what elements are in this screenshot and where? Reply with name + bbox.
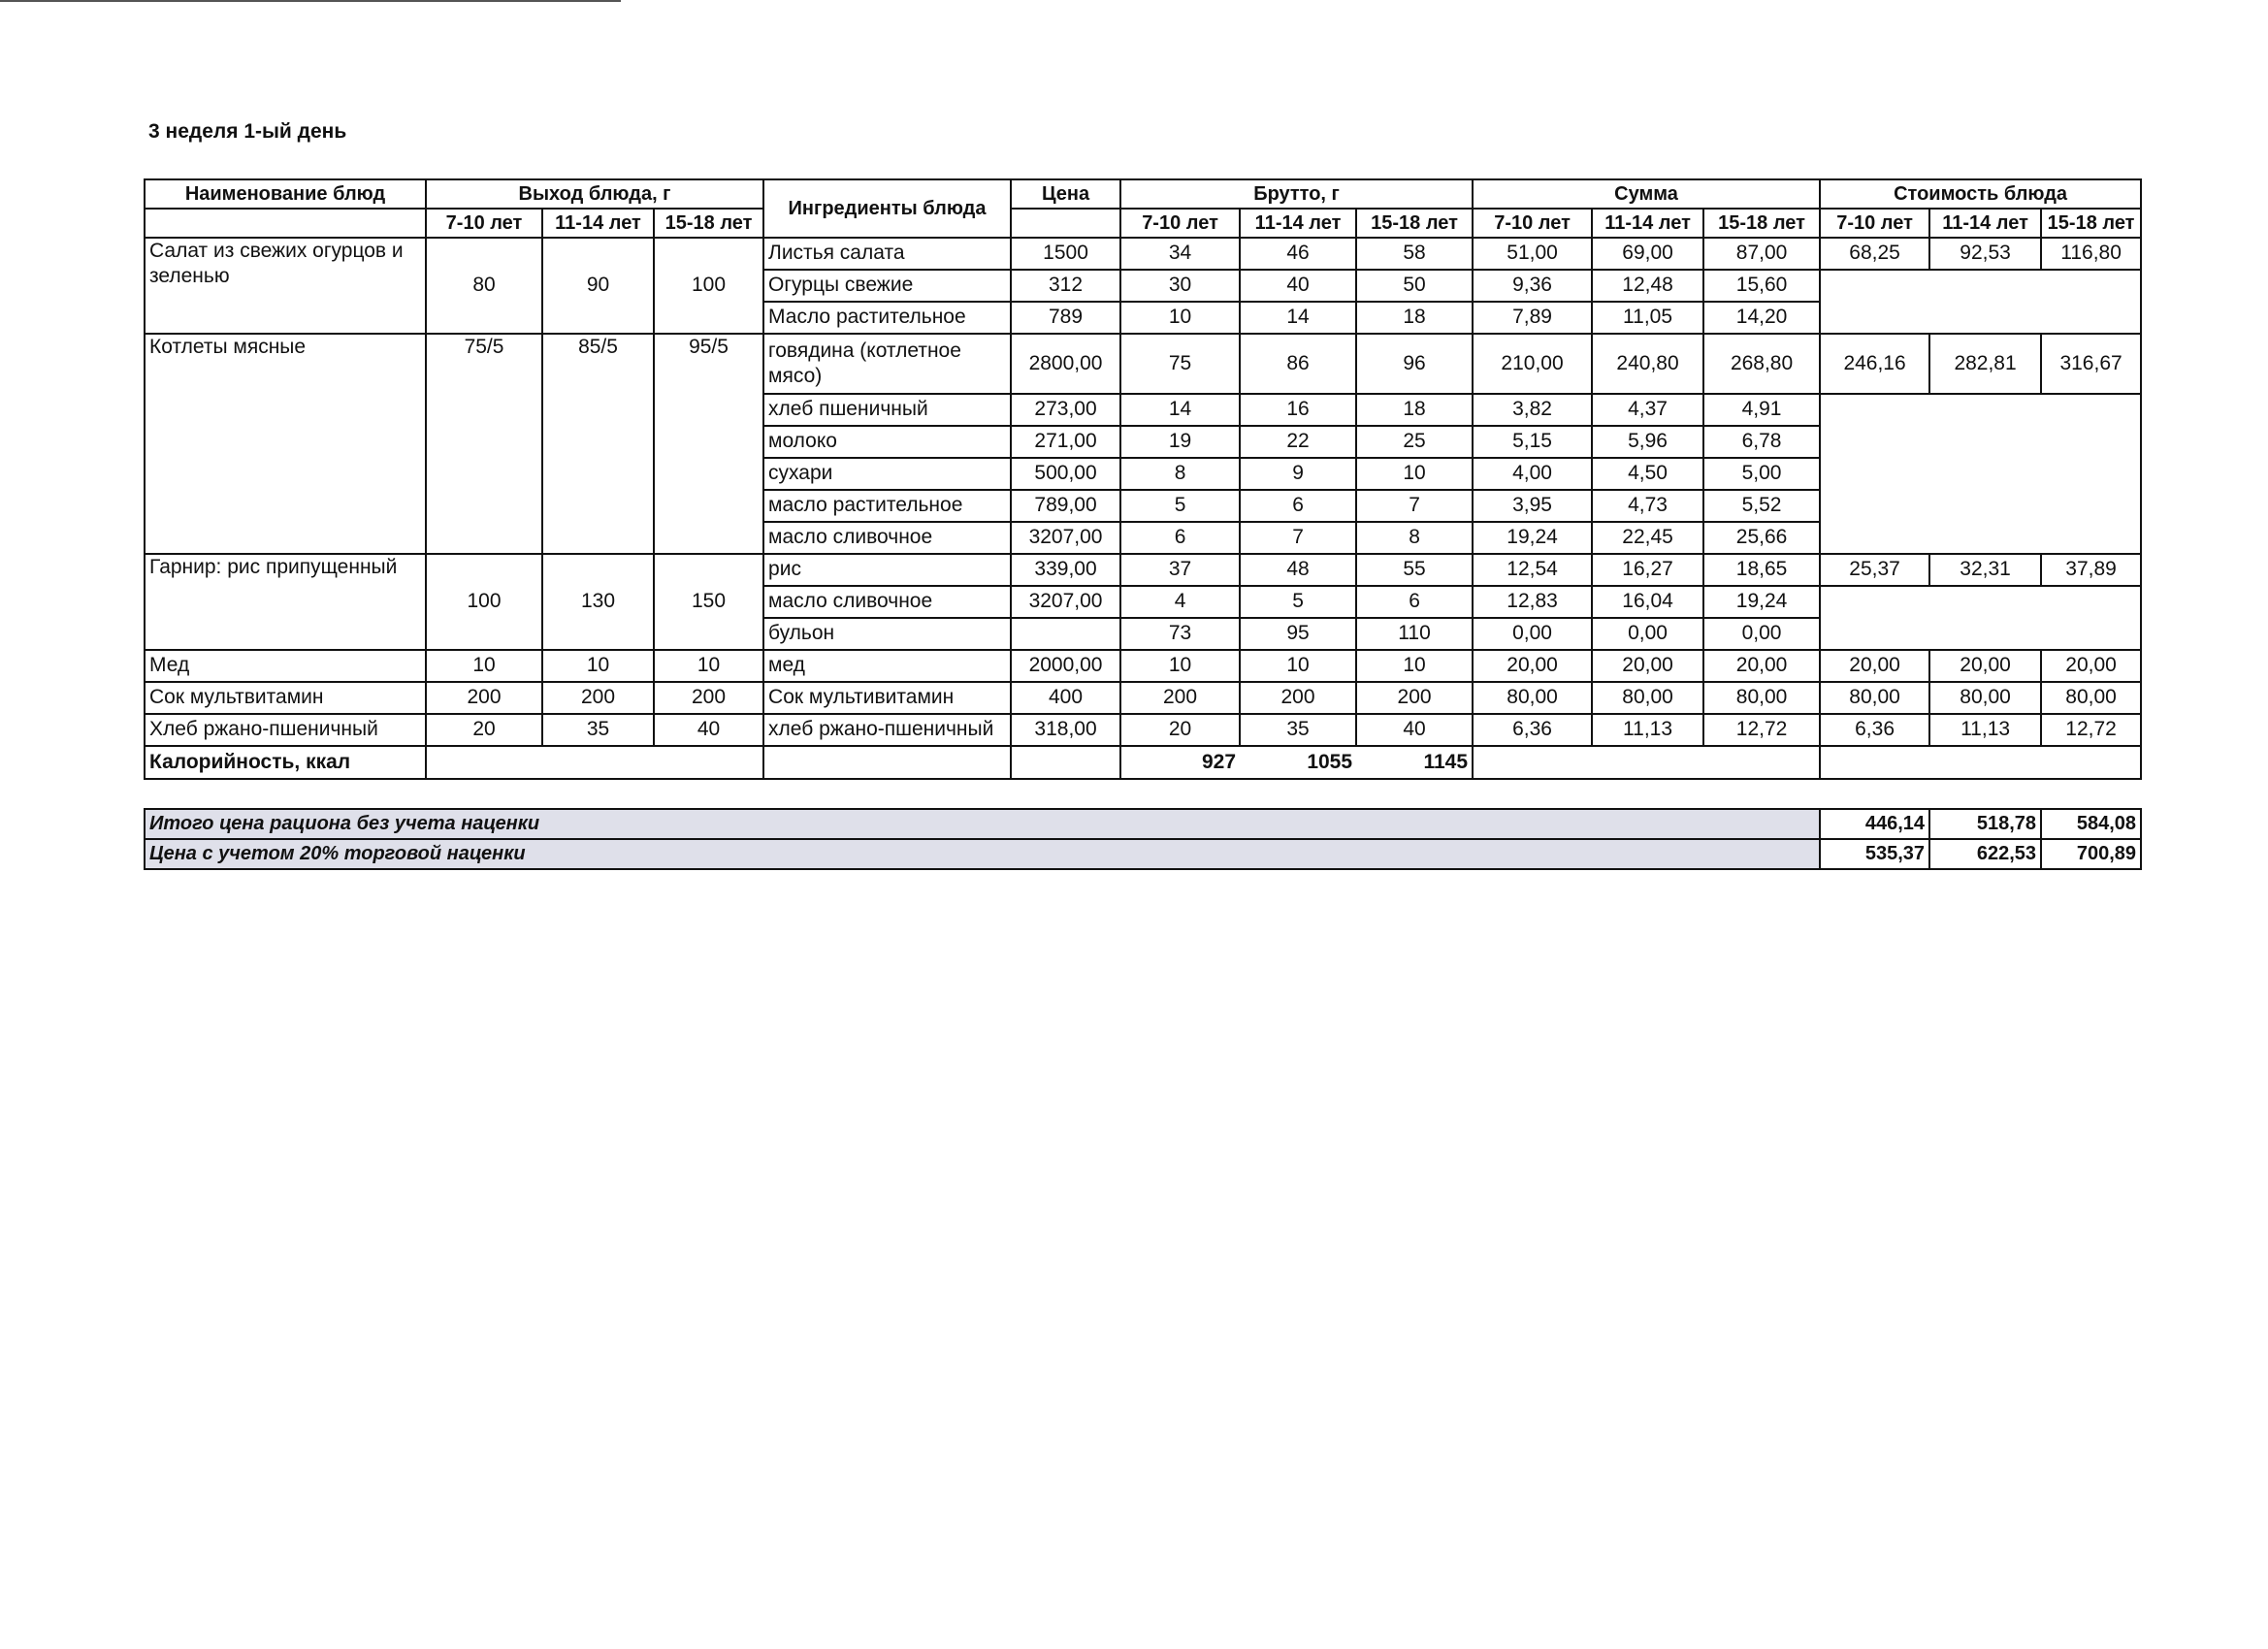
ingredient-brutto-2: 40 <box>1240 270 1356 302</box>
ingredient-price: 789,00 <box>1011 490 1120 522</box>
ingredient-sum-3: 19,24 <box>1703 586 1820 618</box>
ingredient-brutto-1: 37 <box>1120 554 1240 586</box>
ingredient-brutto-3: 25 <box>1356 426 1473 458</box>
dish-cost-3: 316,67 <box>2041 334 2141 394</box>
dish-cost-blank <box>2041 586 2141 650</box>
ingredient-brutto-3: 18 <box>1356 394 1473 426</box>
ingredient-sum-2: 16,04 <box>1592 586 1703 618</box>
dish-yield-3: 40 <box>654 714 763 746</box>
dish-cost-2: 11,13 <box>1929 714 2041 746</box>
ingredient-sum-3: 5,52 <box>1703 490 1820 522</box>
dish-cost-3: 12,72 <box>2041 714 2141 746</box>
header-yield-age-2: 11-14 лет <box>542 209 654 238</box>
header-dish-name: Наименование блюд <box>145 179 426 209</box>
ingredient-sum-2: 12,48 <box>1592 270 1703 302</box>
ingredient-brutto-3: 96 <box>1356 334 1473 394</box>
dish-cost-blank <box>1820 270 1929 334</box>
dish-cost-blank <box>2041 270 2141 334</box>
ingredient-sum-3: 6,78 <box>1703 426 1820 458</box>
ingredient-sum-1: 9,36 <box>1473 270 1592 302</box>
ingredient-name: масло сливочное <box>763 586 1011 618</box>
ingredient-brutto-3: 55 <box>1356 554 1473 586</box>
ingredient-brutto-3: 6 <box>1356 586 1473 618</box>
ingredient-brutto-3: 10 <box>1356 650 1473 682</box>
ingredient-sum-2: 11,05 <box>1592 302 1703 334</box>
ingredient-sum-1: 4,00 <box>1473 458 1592 490</box>
ingredient-name: Масло растительное <box>763 302 1011 334</box>
ingredient-brutto-1: 20 <box>1120 714 1240 746</box>
ingredient-brutto-3: 18 <box>1356 302 1473 334</box>
ingredient-brutto-3: 7 <box>1356 490 1473 522</box>
table-row <box>145 334 2141 394</box>
table-row <box>145 682 2141 714</box>
calories-yield-blank <box>426 746 763 779</box>
dish-cost-2: 20,00 <box>1929 650 2041 682</box>
calories-price-blank <box>1011 746 1120 779</box>
ingredient-name: Огурцы свежие <box>763 270 1011 302</box>
dish-yield-2: 90 <box>542 238 654 334</box>
ingredient-sum-1: 3,82 <box>1473 394 1592 426</box>
ingredient-sum-3: 18,65 <box>1703 554 1820 586</box>
dish-cost-1: 80,00 <box>1820 682 1929 714</box>
dish-cost-3: 37,89 <box>2041 554 2141 586</box>
totals-table <box>144 808 2142 870</box>
ingredient-sum-1: 6,36 <box>1473 714 1592 746</box>
ingredient-brutto-2: 10 <box>1240 650 1356 682</box>
ingredient-brutto-2: 200 <box>1240 682 1356 714</box>
calories-label: Калорийность, ккал <box>145 746 426 779</box>
ingredient-sum-2: 0,00 <box>1592 618 1703 650</box>
calories-row <box>145 746 2141 779</box>
ingredient-brutto-2: 16 <box>1240 394 1356 426</box>
dish-name: Гарнир: рис припущенный <box>145 554 426 650</box>
ingredient-sum-2: 20,00 <box>1592 650 1703 682</box>
ingredient-sum-2: 4,37 <box>1592 394 1703 426</box>
ingredient-brutto-2: 95 <box>1240 618 1356 650</box>
ingredient-price: 1500 <box>1011 238 1120 270</box>
dish-yield-3: 95/5 <box>654 334 763 554</box>
dish-yield-3: 100 <box>654 238 763 334</box>
header-ingredients: Ингредиенты блюда <box>763 179 1011 238</box>
scan-edge-line <box>0 0 621 2</box>
dish-cost-blank <box>1929 586 2041 650</box>
header-cost: Стоимость блюда <box>1820 179 2141 209</box>
ingredient-sum-3: 87,00 <box>1703 238 1820 270</box>
ingredient-name: сухари <box>763 458 1011 490</box>
ingredient-name: хлеб ржано-пшеничный <box>763 714 1011 746</box>
ingredient-sum-1: 210,00 <box>1473 334 1592 394</box>
dish-yield-1: 10 <box>426 650 542 682</box>
ingredient-brutto-1: 5 <box>1120 490 1240 522</box>
ingredient-brutto-3: 8 <box>1356 522 1473 554</box>
header-yield-age-1: 7-10 лет <box>426 209 542 238</box>
ingredient-name: мед <box>763 650 1011 682</box>
ingredient-sum-2: 16,27 <box>1592 554 1703 586</box>
ingredient-brutto-3: 110 <box>1356 618 1473 650</box>
ingredient-name: хлеб пшеничный <box>763 394 1011 426</box>
ingredient-brutto-1: 10 <box>1120 650 1240 682</box>
ingredient-brutto-2: 7 <box>1240 522 1356 554</box>
header-brutto-age-3: 15-18 лет <box>1356 209 1473 238</box>
ingredient-price: 3207,00 <box>1011 586 1120 618</box>
header-yield-age-3: 15-18 лет <box>654 209 763 238</box>
ingredient-name: масло сливочное <box>763 522 1011 554</box>
ingredient-sum-2: 5,96 <box>1592 426 1703 458</box>
header-cost-age-1: 7-10 лет <box>1820 209 1929 238</box>
ingredient-name: говядина (котлетное мясо) <box>763 334 1011 394</box>
ingredient-brutto-3: 50 <box>1356 270 1473 302</box>
ingredient-brutto-2: 35 <box>1240 714 1356 746</box>
header-row-1 <box>145 179 2141 209</box>
ingredient-brutto-1: 10 <box>1120 302 1240 334</box>
ingredient-sum-1: 80,00 <box>1473 682 1592 714</box>
dish-cost-2: 282,81 <box>1929 334 2041 394</box>
ingredient-brutto-1: 4 <box>1120 586 1240 618</box>
dish-cost-blank <box>1820 586 1929 650</box>
dish-yield-3: 200 <box>654 682 763 714</box>
calories-value-15-18: 1145 <box>1356 746 1473 779</box>
header-brutto-age-1: 7-10 лет <box>1120 209 1240 238</box>
dish-cost-1: 20,00 <box>1820 650 1929 682</box>
dish-name: Хлеб ржано-пшеничный <box>145 714 426 746</box>
dish-cost-blank <box>1929 270 2041 334</box>
ingredient-price: 318,00 <box>1011 714 1120 746</box>
calories-cost-blank <box>1820 746 2141 779</box>
ingredient-brutto-3: 40 <box>1356 714 1473 746</box>
ingredient-sum-2: 4,73 <box>1592 490 1703 522</box>
dish-name: Мед <box>145 650 426 682</box>
ingredient-name: рис <box>763 554 1011 586</box>
dish-cost-1: 68,25 <box>1820 238 1929 270</box>
ingredient-name: Сок мультивитамин <box>763 682 1011 714</box>
ingredient-brutto-1: 34 <box>1120 238 1240 270</box>
ingredient-sum-1: 12,83 <box>1473 586 1592 618</box>
ingredient-sum-3: 12,72 <box>1703 714 1820 746</box>
ingredient-brutto-1: 200 <box>1120 682 1240 714</box>
table-row <box>145 554 2141 586</box>
ingredient-sum-1: 51,00 <box>1473 238 1592 270</box>
ingredient-sum-2: 11,13 <box>1592 714 1703 746</box>
dish-yield-2: 85/5 <box>542 334 654 554</box>
ingredient-brutto-1: 19 <box>1120 426 1240 458</box>
calories-value-7-10: 927 <box>1120 746 1240 779</box>
dish-cost-1: 25,37 <box>1820 554 1929 586</box>
ingredient-price: 2800,00 <box>1011 334 1120 394</box>
ingredient-price: 339,00 <box>1011 554 1120 586</box>
ingredient-sum-3: 5,00 <box>1703 458 1820 490</box>
ingredient-sum-3: 25,66 <box>1703 522 1820 554</box>
ingredient-sum-2: 69,00 <box>1592 238 1703 270</box>
ingredient-brutto-1: 73 <box>1120 618 1240 650</box>
ingredient-sum-3: 0,00 <box>1703 618 1820 650</box>
header-price-blank <box>1011 209 1120 238</box>
ingredient-sum-2: 22,45 <box>1592 522 1703 554</box>
dish-cost-1: 6,36 <box>1820 714 1929 746</box>
dish-yield-1: 20 <box>426 714 542 746</box>
ingredient-brutto-1: 14 <box>1120 394 1240 426</box>
ingredient-brutto-1: 75 <box>1120 334 1240 394</box>
ingredient-sum-3: 14,20 <box>1703 302 1820 334</box>
ingredient-sum-3: 80,00 <box>1703 682 1820 714</box>
ingredient-sum-3: 4,91 <box>1703 394 1820 426</box>
dish-cost-blank <box>1820 394 1929 554</box>
header-row-2 <box>145 209 2141 238</box>
header-sum-age-2: 11-14 лет <box>1592 209 1703 238</box>
dish-yield-2: 200 <box>542 682 654 714</box>
total-with-markup-label: Цена с учетом 20% торговой наценки <box>145 839 1820 869</box>
dish-yield-3: 10 <box>654 650 763 682</box>
ingredient-name: бульон <box>763 618 1011 650</box>
total-without-markup-11-14: 518,78 <box>1929 809 2041 839</box>
ingredient-brutto-1: 8 <box>1120 458 1240 490</box>
dish-cost-2: 80,00 <box>1929 682 2041 714</box>
total-with-markup-11-14: 622,53 <box>1929 839 2041 869</box>
ingredient-price: 789 <box>1011 302 1120 334</box>
dish-yield-1: 80 <box>426 238 542 334</box>
ingredient-sum-3: 20,00 <box>1703 650 1820 682</box>
header-brutto-age-2: 11-14 лет <box>1240 209 1356 238</box>
ingredient-sum-1: 19,24 <box>1473 522 1592 554</box>
ingredient-brutto-3: 10 <box>1356 458 1473 490</box>
ingredient-brutto-1: 6 <box>1120 522 1240 554</box>
dish-cost-1: 246,16 <box>1820 334 1929 394</box>
table-row <box>145 238 2141 270</box>
menu-table-body <box>145 238 2141 746</box>
ingredient-brutto-2: 14 <box>1240 302 1356 334</box>
ingredient-name: масло растительное <box>763 490 1011 522</box>
ingredient-sum-1: 3,95 <box>1473 490 1592 522</box>
ingredient-brutto-2: 46 <box>1240 238 1356 270</box>
ingredient-sum-2: 80,00 <box>1592 682 1703 714</box>
table-row <box>145 650 2141 682</box>
dish-yield-2: 130 <box>542 554 654 650</box>
ingredient-price: 312 <box>1011 270 1120 302</box>
header-brutto: Брутто, г <box>1120 179 1473 209</box>
dish-yield-3: 150 <box>654 554 763 650</box>
ingredient-sum-1: 7,89 <box>1473 302 1592 334</box>
header-sum-age-3: 15-18 лет <box>1703 209 1820 238</box>
ingredient-sum-2: 4,50 <box>1592 458 1703 490</box>
page-title: 3 неделя 1-ый день <box>148 120 347 143</box>
ingredient-brutto-3: 200 <box>1356 682 1473 714</box>
header-cost-age-2: 11-14 лет <box>1929 209 2041 238</box>
header-dish-name-blank <box>145 209 426 238</box>
header-price: Цена <box>1011 179 1120 209</box>
ingredient-price: 271,00 <box>1011 426 1120 458</box>
dish-name: Сок мультвитамин <box>145 682 426 714</box>
dish-cost-3: 20,00 <box>2041 650 2141 682</box>
dish-yield-2: 10 <box>542 650 654 682</box>
dish-cost-3: 80,00 <box>2041 682 2141 714</box>
calories-value-11-14: 1055 <box>1240 746 1356 779</box>
ingredient-sum-1: 20,00 <box>1473 650 1592 682</box>
ingredient-brutto-2: 22 <box>1240 426 1356 458</box>
dish-yield-1: 75/5 <box>426 334 542 554</box>
header-cost-age-3: 15-18 лет <box>2041 209 2141 238</box>
dish-yield-2: 35 <box>542 714 654 746</box>
ingredient-price: 400 <box>1011 682 1120 714</box>
ingredient-brutto-2: 5 <box>1240 586 1356 618</box>
header-sum-age-1: 7-10 лет <box>1473 209 1592 238</box>
total-without-markup-15-18: 584,08 <box>2041 809 2141 839</box>
header-yield: Выход блюда, г <box>426 179 763 209</box>
ingredient-sum-1: 5,15 <box>1473 426 1592 458</box>
ingredient-price: 3207,00 <box>1011 522 1120 554</box>
ingredient-sum-3: 268,80 <box>1703 334 1820 394</box>
ingredient-brutto-2: 86 <box>1240 334 1356 394</box>
header-sum: Сумма <box>1473 179 1820 209</box>
ingredient-brutto-2: 9 <box>1240 458 1356 490</box>
total-without-markup-7-10: 446,14 <box>1820 809 1929 839</box>
dish-name: Салат из свежих огурцов и зеленью <box>145 238 426 334</box>
dish-yield-1: 100 <box>426 554 542 650</box>
calories-ingredient-blank <box>763 746 1011 779</box>
ingredient-price: 500,00 <box>1011 458 1120 490</box>
ingredient-price: 2000,00 <box>1011 650 1120 682</box>
dish-cost-2: 92,53 <box>1929 238 2041 270</box>
menu-table <box>144 178 2142 780</box>
ingredient-name: Листья салата <box>763 238 1011 270</box>
ingredient-sum-3: 15,60 <box>1703 270 1820 302</box>
total-with-markup-row <box>145 839 2141 869</box>
ingredient-brutto-1: 30 <box>1120 270 1240 302</box>
dish-yield-1: 200 <box>426 682 542 714</box>
total-without-markup-row <box>145 809 2141 839</box>
ingredient-sum-1: 0,00 <box>1473 618 1592 650</box>
ingredient-price <box>1011 618 1120 650</box>
total-with-markup-7-10: 535,37 <box>1820 839 1929 869</box>
ingredient-brutto-2: 6 <box>1240 490 1356 522</box>
table-row <box>145 714 2141 746</box>
ingredient-brutto-2: 48 <box>1240 554 1356 586</box>
ingredient-sum-2: 240,80 <box>1592 334 1703 394</box>
dish-cost-2: 32,31 <box>1929 554 2041 586</box>
ingredient-name: молоко <box>763 426 1011 458</box>
ingredient-sum-1: 12,54 <box>1473 554 1592 586</box>
dish-cost-blank <box>2041 394 2141 554</box>
dish-cost-3: 116,80 <box>2041 238 2141 270</box>
total-without-markup-label: Итого цена рациона без учета наценки <box>145 809 1820 839</box>
calories-sum-blank <box>1473 746 1820 779</box>
dish-cost-blank <box>1929 394 2041 554</box>
dish-name: Котлеты мясные <box>145 334 426 554</box>
total-with-markup-15-18: 700,89 <box>2041 839 2141 869</box>
ingredient-brutto-3: 58 <box>1356 238 1473 270</box>
ingredient-price: 273,00 <box>1011 394 1120 426</box>
